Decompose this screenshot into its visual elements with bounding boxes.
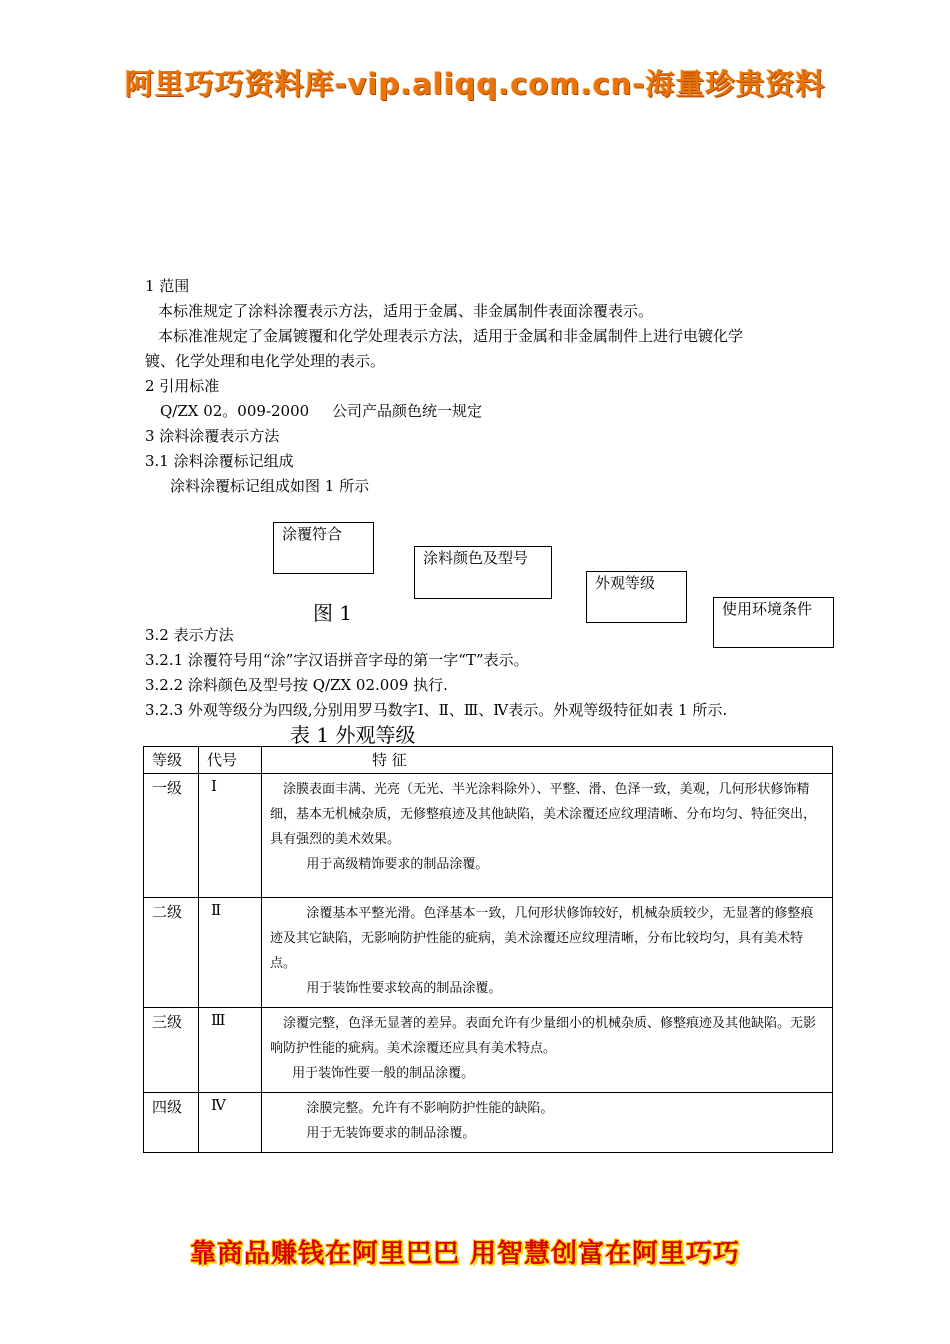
grade-cell: 二级 (144, 898, 199, 1008)
feature-usage: 用于装饰性要一般的制品涂覆。 (292, 1066, 475, 1081)
section-3-2-2: 3.2.2 涂料颜色及型号按 Q/ZX 02.009 执行. (145, 676, 448, 694)
grade-cell: 三级 (144, 1008, 199, 1093)
section-3-2-1: 3.2.1 涂覆符号用“涂”字汉语拼音字母的第一字“T”表示。 (145, 651, 529, 669)
header-grade: 等级 (144, 747, 199, 774)
header-feature: 特 征 (262, 747, 833, 774)
figure-box-color-model: 涂料颜色及型号 (414, 546, 552, 599)
feature-usage: 用于无装饰要求的制品涂覆。 (306, 1126, 476, 1141)
top-banner: 阿里巧巧资料库-vip.aliqq.com.cn-海量珍贵资料 (124, 67, 826, 101)
section-1-heading: 1 范围 (145, 277, 190, 295)
table-row (144, 1093, 833, 1153)
code-cell: Ⅱ (199, 898, 262, 1008)
figure-label: 图 1 (313, 601, 353, 625)
table-row (144, 898, 833, 1008)
table-row (144, 774, 833, 898)
code-cell: Ⅰ (199, 774, 262, 898)
bottom-banner: 靠商品赚钱在阿里巴巴 用智慧创富在阿里巧巧 (189, 1239, 741, 1269)
feature-cell (262, 1008, 833, 1093)
table-row (144, 1008, 833, 1093)
section-3-1-heading: 3.1 涂料涂覆标记组成 (145, 452, 294, 470)
table-caption: 表 1 外观等级 (290, 723, 416, 747)
header-code: 代号 (199, 747, 262, 774)
feature-description: 涂膜表面丰满、光亮（无光、半光涂料除外）、平整、滑、色泽一致，美观，几何形状修饰精细，基本无机械杂质，无修整痕迹及其他缺陷，美术涂覆还应纹理清晰、分布均匀、特征突出，具有强烈的美术效果。 (270, 782, 817, 847)
reference-code: Q/ZX 02。009-2000 (160, 402, 310, 420)
grade-cell: 一级 (144, 774, 199, 898)
section-2-heading: 2 引用标准 (145, 377, 220, 395)
figure-box-appearance-grade: 外观等级 (586, 571, 687, 623)
section-3-heading: 3 涂料涂覆表示方法 (145, 427, 280, 445)
table-header-row (144, 747, 833, 774)
feature-usage: 用于装饰性要求较高的制品涂覆。 (306, 981, 502, 996)
feature-description: 涂覆基本平整光滑。色泽基本一致，几何形状修饰较好，机械杂质较少，无显著的修整痕迹及其它缺陷，无影响防护性能的疵病，美术涂覆还应纹理清晰，分布比较均匀，具有美术特点。 (270, 906, 814, 971)
figure-box-coating-symbol: 涂覆符合 (273, 522, 374, 574)
grade-cell: 四级 (144, 1093, 199, 1153)
section-1-paragraph-2-line-1: 本标准准规定了金属镀覆和化学处理表示方法，适用于金属和非金属制件上进行电镀化学 (158, 327, 744, 345)
reference-title: 公司产品颜色统一规定 (332, 402, 483, 420)
code-cell: Ⅲ (199, 1008, 262, 1093)
section-3-1-text: 涂料涂覆标记组成如图 1 所示 (170, 477, 370, 495)
appearance-grade-table (143, 746, 833, 1153)
section-3-2-3: 3.2.3 外观等级分为四级,分别用罗马数字Ⅰ、Ⅱ、Ⅲ、Ⅳ表示。外观等级特征如表 1 所示. (145, 701, 728, 719)
feature-usage: 用于高级精饰要求的制品涂覆。 (306, 857, 489, 872)
code-cell: Ⅳ (199, 1093, 262, 1153)
feature-description: 涂覆完整，色泽无显著的差异。表面允许有少量细小的机械杂质、修整痕迹及其他缺陷。无影响防护性能的疵病。美术涂覆还应具有美术特点。 (270, 1016, 817, 1056)
section-1-paragraph-1: 本标准规定了涂料涂覆表示方法，适用于金属、非金属制件表面涂覆表示。 (158, 302, 654, 320)
section-1-paragraph-2-line-2: 镀、化学处理和电化学处理的表示。 (145, 352, 386, 370)
feature-cell (262, 1093, 833, 1153)
figure-box-environment: 使用环境条件 (713, 597, 834, 648)
feature-cell (262, 898, 833, 1008)
feature-description: 涂膜完整。允许有不影响防护性能的缺陷。 (306, 1101, 554, 1116)
feature-cell (262, 774, 833, 898)
section-3-2-heading: 3.2 表示方法 (145, 626, 234, 644)
